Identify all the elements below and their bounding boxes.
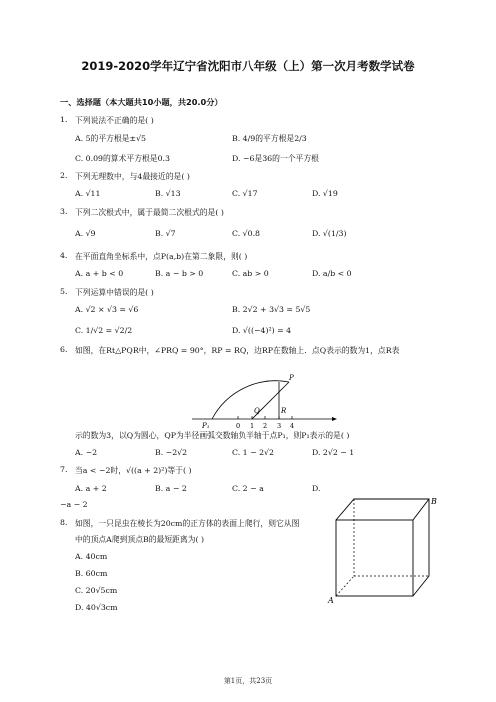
tick-label: 3 [277,422,282,430]
option-d: D. √(1/3) [312,229,347,238]
option-d: D. −6是36的一个平方根 [232,154,319,163]
arc [212,381,289,419]
question-number: 8. [60,518,68,527]
option-c: C. 0.09的算术平方根是0.3 [75,154,170,163]
option-d: D. 40√3cm [75,603,118,612]
option-d: D. [312,484,321,493]
question-stem: 下列二次根式中，属于最简二次根式的是( ) [75,208,224,217]
option-b: B. a − b > 0 [155,269,204,278]
option-b: B. a − 2 [155,484,187,493]
option-b: B. 2√2 + 3√3 = 5√5 [232,305,311,314]
page-title: 2019-2020学年辽宁省沈阳市八年级（上）第一次月考数学试卷 [81,59,415,73]
tick-label: 0 [236,422,241,430]
option-c: C. ab > 0 [232,269,269,278]
cube-figure [326,496,438,604]
tick-label: 1 [250,422,255,430]
tick-label: 4 [290,422,295,430]
option-d: D. a/b < 0 [312,269,352,278]
question-stem: 下列说法不正确的是( ) [75,116,154,125]
option-d: D. √((−4)²) = 4 [232,326,292,335]
question-stem-continued: 中的顶点A爬到顶点B的最短距离为( ) [75,535,205,544]
option-a: A. √9 [75,229,96,238]
vertex-b-label: B [431,497,437,506]
tick-label: 2 [263,422,268,430]
option-d-value: −a − 2 [60,500,88,509]
question-stem: 如图，在Rt△PQR中，∠PRQ = 90°，RP = RQ，边RP在数轴上．点Q表示的数为1，点R表 [75,346,400,355]
option-a: A. 5的平方根是±√5 [75,134,146,143]
label-r: R [281,407,287,415]
question-number: 4. [60,251,68,260]
axis-arrow [332,417,337,421]
page-footer: 第1页，共23页 [223,677,273,685]
option-d: D. √19 [312,189,338,198]
option-c: C. 20√5cm [75,586,118,595]
question-stem: 当a < −2时，√((a + 2)²)等于( ) [75,466,192,475]
question-number: 6. [60,345,68,354]
question-stem: 下列无理数中，与4最接近的是( ) [75,172,190,181]
question-number: 3. [60,207,68,216]
option-b: B. 60cm [75,569,108,578]
cube-outline [336,499,429,596]
option-b: B. −2√2 [155,448,188,457]
question-number: 7. [60,465,68,474]
option-b: B. √7 [155,229,176,238]
question-stem: 如图，一只昆虫在棱长为20cm的正方体的表面上爬行，则它从图 [75,519,300,528]
option-a: A. √11 [75,189,101,198]
numberline-figure [192,370,342,432]
label-p1: P₁ [202,422,210,430]
question-number: 2. [60,171,68,180]
option-b: B. 4/9的平方根是2/3 [232,134,307,143]
question-stem: 在平面直角坐标系中，点P(a,b)在第二象限，则( ) [75,252,248,261]
option-a: A. −2 [75,448,98,457]
option-a: A. a + b < 0 [75,269,124,278]
option-b: B. √13 [155,189,181,198]
label-p: P [289,374,294,382]
label-q: Q [254,407,260,415]
option-c: C. 1/√2 = √2/2 [75,326,133,335]
question-number: 5. [60,287,68,296]
option-a: A. √2 × √3 = √6 [75,305,139,314]
cube-hidden-edges [336,499,429,596]
question-stem-continued: 示的数为3，以Q为圆心，QP为半径画弧交数轴负半轴于点P₁，则P₁表示的是( ) [75,431,350,440]
option-c: C. 1 − 2√2 [232,448,274,457]
cube-front-face [336,520,413,596]
option-c: C. √0.8 [232,229,261,238]
question-stem: 下列运算中错误的是( ) [75,288,154,297]
option-a: A. 40cm [75,552,108,561]
option-d: D. 2√2 − 1 [312,448,355,457]
question-number: 1. [60,115,68,124]
option-a: A. a + 2 [75,484,107,493]
option-c: C. 2 − a [232,484,264,493]
section-heading: 一、选择题（本大题共10小题，共20.0分） [60,97,223,107]
vertex-a-label: A [328,596,334,604]
option-c: C. √17 [232,189,258,198]
